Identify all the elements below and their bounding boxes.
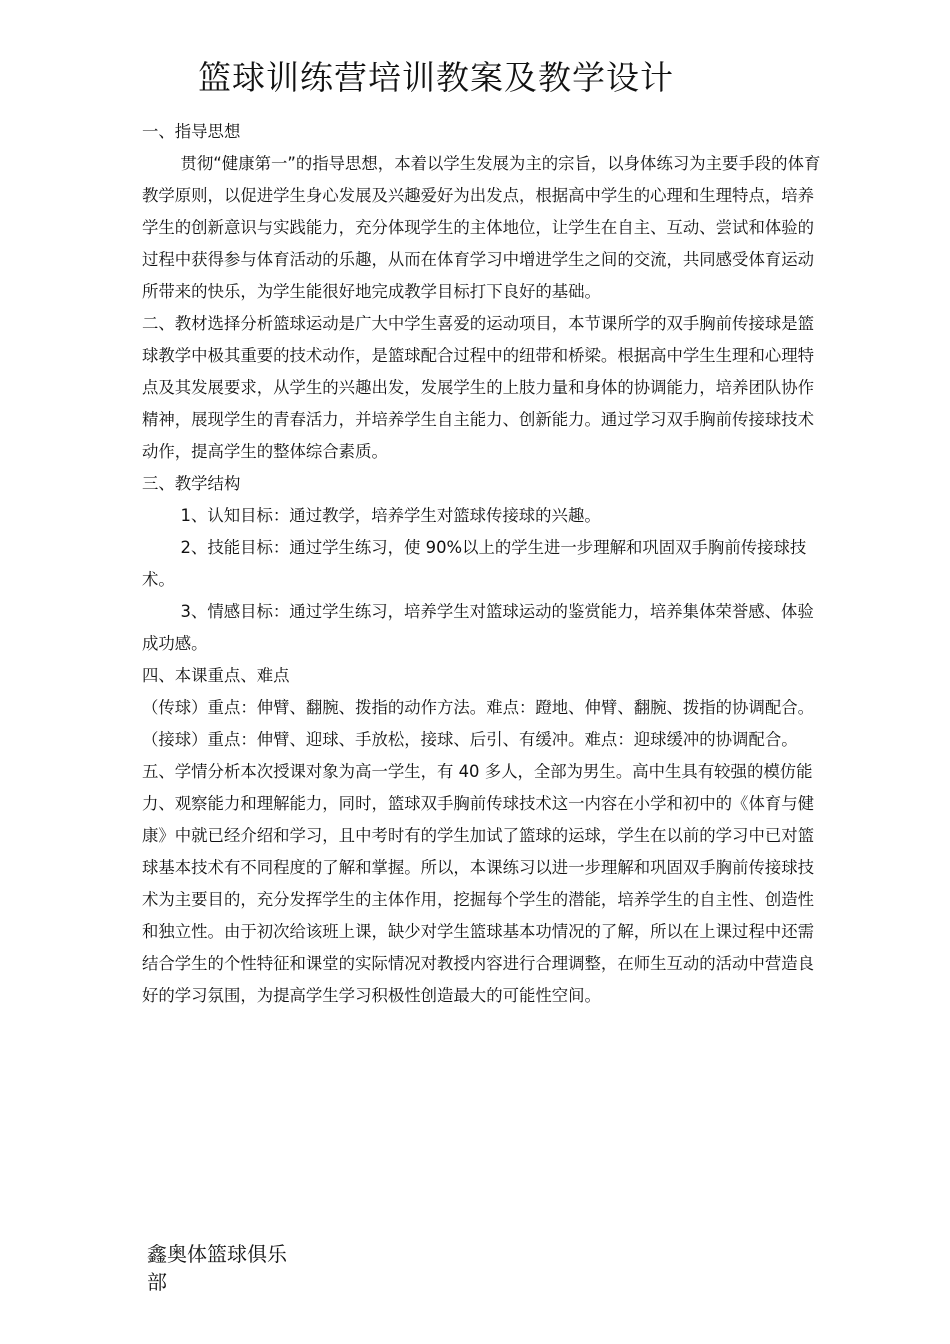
club-name-line-1: 鑫奥体篮球俱乐 bbox=[147, 1242, 287, 1266]
section-1-heading: 一、指导思想 bbox=[142, 122, 241, 141]
document-body bbox=[142, 116, 822, 1012]
section-2-paragraph: 二、教材选择分析篮球运动是广大中学生喜爱的运动项目，本节课所学的双手胸前传接球是篮球教学中极其重要的技术动作，是篮球配合过程中的纽带和桥梁。根据高中学生生理和心理特点及其发展要求，从学生的兴趣出发，发展学生的上肢力量和身体的协调能力，培养团队协作精神，展现学生的青春活力，并培养学生自主能力、创新能力。通过学习双手胸前传接球技术动作，提高学生的整体综合素质。 bbox=[142, 314, 815, 461]
skill-goal: 2、技能目标：通过学生练习，使 90%以上的学生进一步理解和巩固双手胸前传接球技术。 bbox=[142, 538, 807, 589]
passing-keypoints: （传球）重点：伸臂、翻腕、拨指的动作方法。难点：蹬地、伸臂、翻腕、拨指的协调配合。 bbox=[142, 698, 815, 717]
catching-keypoints: （接球）重点：伸臂、迎球、手放松，接球、后引、有缓冲。难点：迎球缓冲的协调配合。 bbox=[142, 730, 798, 749]
section-3-heading: 三、教学结构 bbox=[142, 474, 241, 493]
affective-goal: 3、情感目标：通过学生练习，培养学生对篮球运动的鉴赏能力，培养集体荣誉感、体验成功感。 bbox=[142, 602, 814, 653]
section-1-paragraph: 贯彻“健康第一”的指导思想，本着以学生发展为主的宗旨，以身体练习为主要手段的体育教学原则，以促进学生身心发展及兴趣爱好为出发点，根据高中学生的心理和生理特点，培养学生的创新意识与实践能力，充分体现学生的主体地位，让学生在自主、互动、尝试和体验的过程中获得参与体育活动的乐趣，从而在体育学习中增进学生之间的交流，共同感受体育运动所带来的快乐，为学生能很好地完成教学目标打下良好的基础。 bbox=[142, 154, 821, 301]
section-5-paragraph: 五、学情分析本次授课对象为高一学生，有 40 多人，全部为男生。高中生具有较强的模仿能力、观察能力和理解能力，同时，篮球双手胸前传球技术这一内容在小学和初中的《体育与健康》中就已经介绍和学习，且中考时有的学生加试了篮球的运球，学生在以前的学习中已对篮球基本技术有不同程度的了解和掌握。所以，本课练习以进一步理解和巩固双手胸前传接球技术为主要目的，充分发挥学生的主体作用，挖掘每个学生的潜能，培养学生的自主性、创造性和独立性。由于初次给该班上课，缺少对学生篮球基本功情况的了解，所以在上课过程中还需结合学生的个性特征和课堂的实际情况对教授内容进行合理调整，在师生互动的活动中营造良好的学习氛围，为提高学生学习积极性创造最大的可能性空间。 bbox=[142, 762, 815, 1005]
section-4-heading: 四、本课重点、难点 bbox=[142, 666, 290, 685]
document-title: 篮球训练营培训教案及教学设计 bbox=[198, 58, 674, 97]
club-signature bbox=[147, 1240, 317, 1296]
cognitive-goal: 1、认知目标：通过教学，培养学生对篮球传接球的兴趣。 bbox=[180, 506, 601, 525]
club-name-line-2: 部 bbox=[147, 1270, 167, 1294]
